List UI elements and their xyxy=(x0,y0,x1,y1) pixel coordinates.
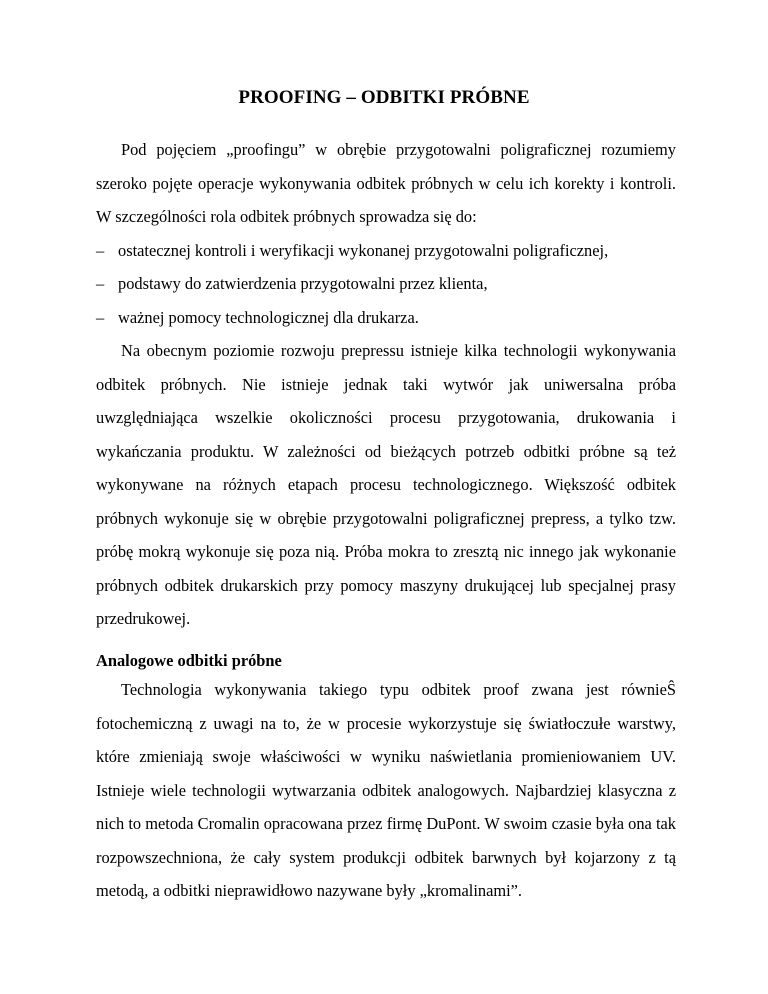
list-item xyxy=(96,301,676,335)
list-item-text: ważnej pomocy technologicznej dla drukarza. xyxy=(118,307,419,327)
list-dash: – xyxy=(96,307,105,327)
role-list xyxy=(96,234,676,335)
list-dash: – xyxy=(96,274,105,293)
technology-section xyxy=(96,334,676,636)
document-title: PROOFING – ODBITKI PRÓBNE xyxy=(238,87,530,108)
list-item xyxy=(96,234,676,268)
list-dash: – xyxy=(96,240,105,260)
intro-section xyxy=(96,133,676,334)
section-heading: Analogowe odbitki próbne xyxy=(96,651,282,670)
list-item-text: podstawy do zatwierdzenia przygotowalni przez klienta, xyxy=(118,274,488,293)
intro-paragraph: Pod pojęciem „proofingu” w obrębie przygotowalni poligraficznej rozumiemy szeroko pojęte operacje wykonywania odbitek próbnych w celu ich korekty i kontroli. W szczególności rola odbitek próbnych sprowadza się do: xyxy=(96,140,676,226)
list-item-text: ostatecznej kontroli i weryfikacji wykonanej przygotowalni poligraficznej, xyxy=(118,240,609,260)
technology-paragraph: Na obecnym poziomie rozwoju prepressu istnieje kilka technologii wykonywania odbitek próbnych. Nie istnieje jednak taki wytwór jak uniwersalna próba uwzględniająca wszelkie okoliczności procesu przygotowania, drukowania i wykańczania produktu. W zależności od bieżących potrzeb odbitki próbne są też wykonywane na różnych etapach procesu technologicznego. Większość odbitek próbnych wykonuje się w obrębie przygotowalni poligraficznej prepress, a tylko tzw. próbę mokrą wykonuje się poza nią. Próba mokra to zresztą nic innego jak wykonanie próbnych odbitek drukarskich przy pomocy maszyny drukującej lub specjalnej prasy przedrukowej. xyxy=(96,341,676,628)
list-item xyxy=(96,267,676,301)
analog-section xyxy=(96,673,676,908)
analog-paragraph: Technologia wykonywania takiego typu odbitek proof zwana jest równieŜ fotochemiczną z uwagi na to, że w procesie wykorzystuje się światłoczułe warstwy, które zmieniają swoje właściwości w wyniku naświetlania promieniowaniem UV. Istnieje wiele technologii wytwarzania odbitek analogowych. Najbardziej klasyczna z nich to metoda Cromalin opracowana przez firmę DuPont. W swoim czasie była ona tak rozpowszechniona, że cały system produkcji odbitek barwnych był kojarzony z tą metodą, a odbitki nieprawidłowo nazywane były „kromalinami”. xyxy=(96,680,676,900)
